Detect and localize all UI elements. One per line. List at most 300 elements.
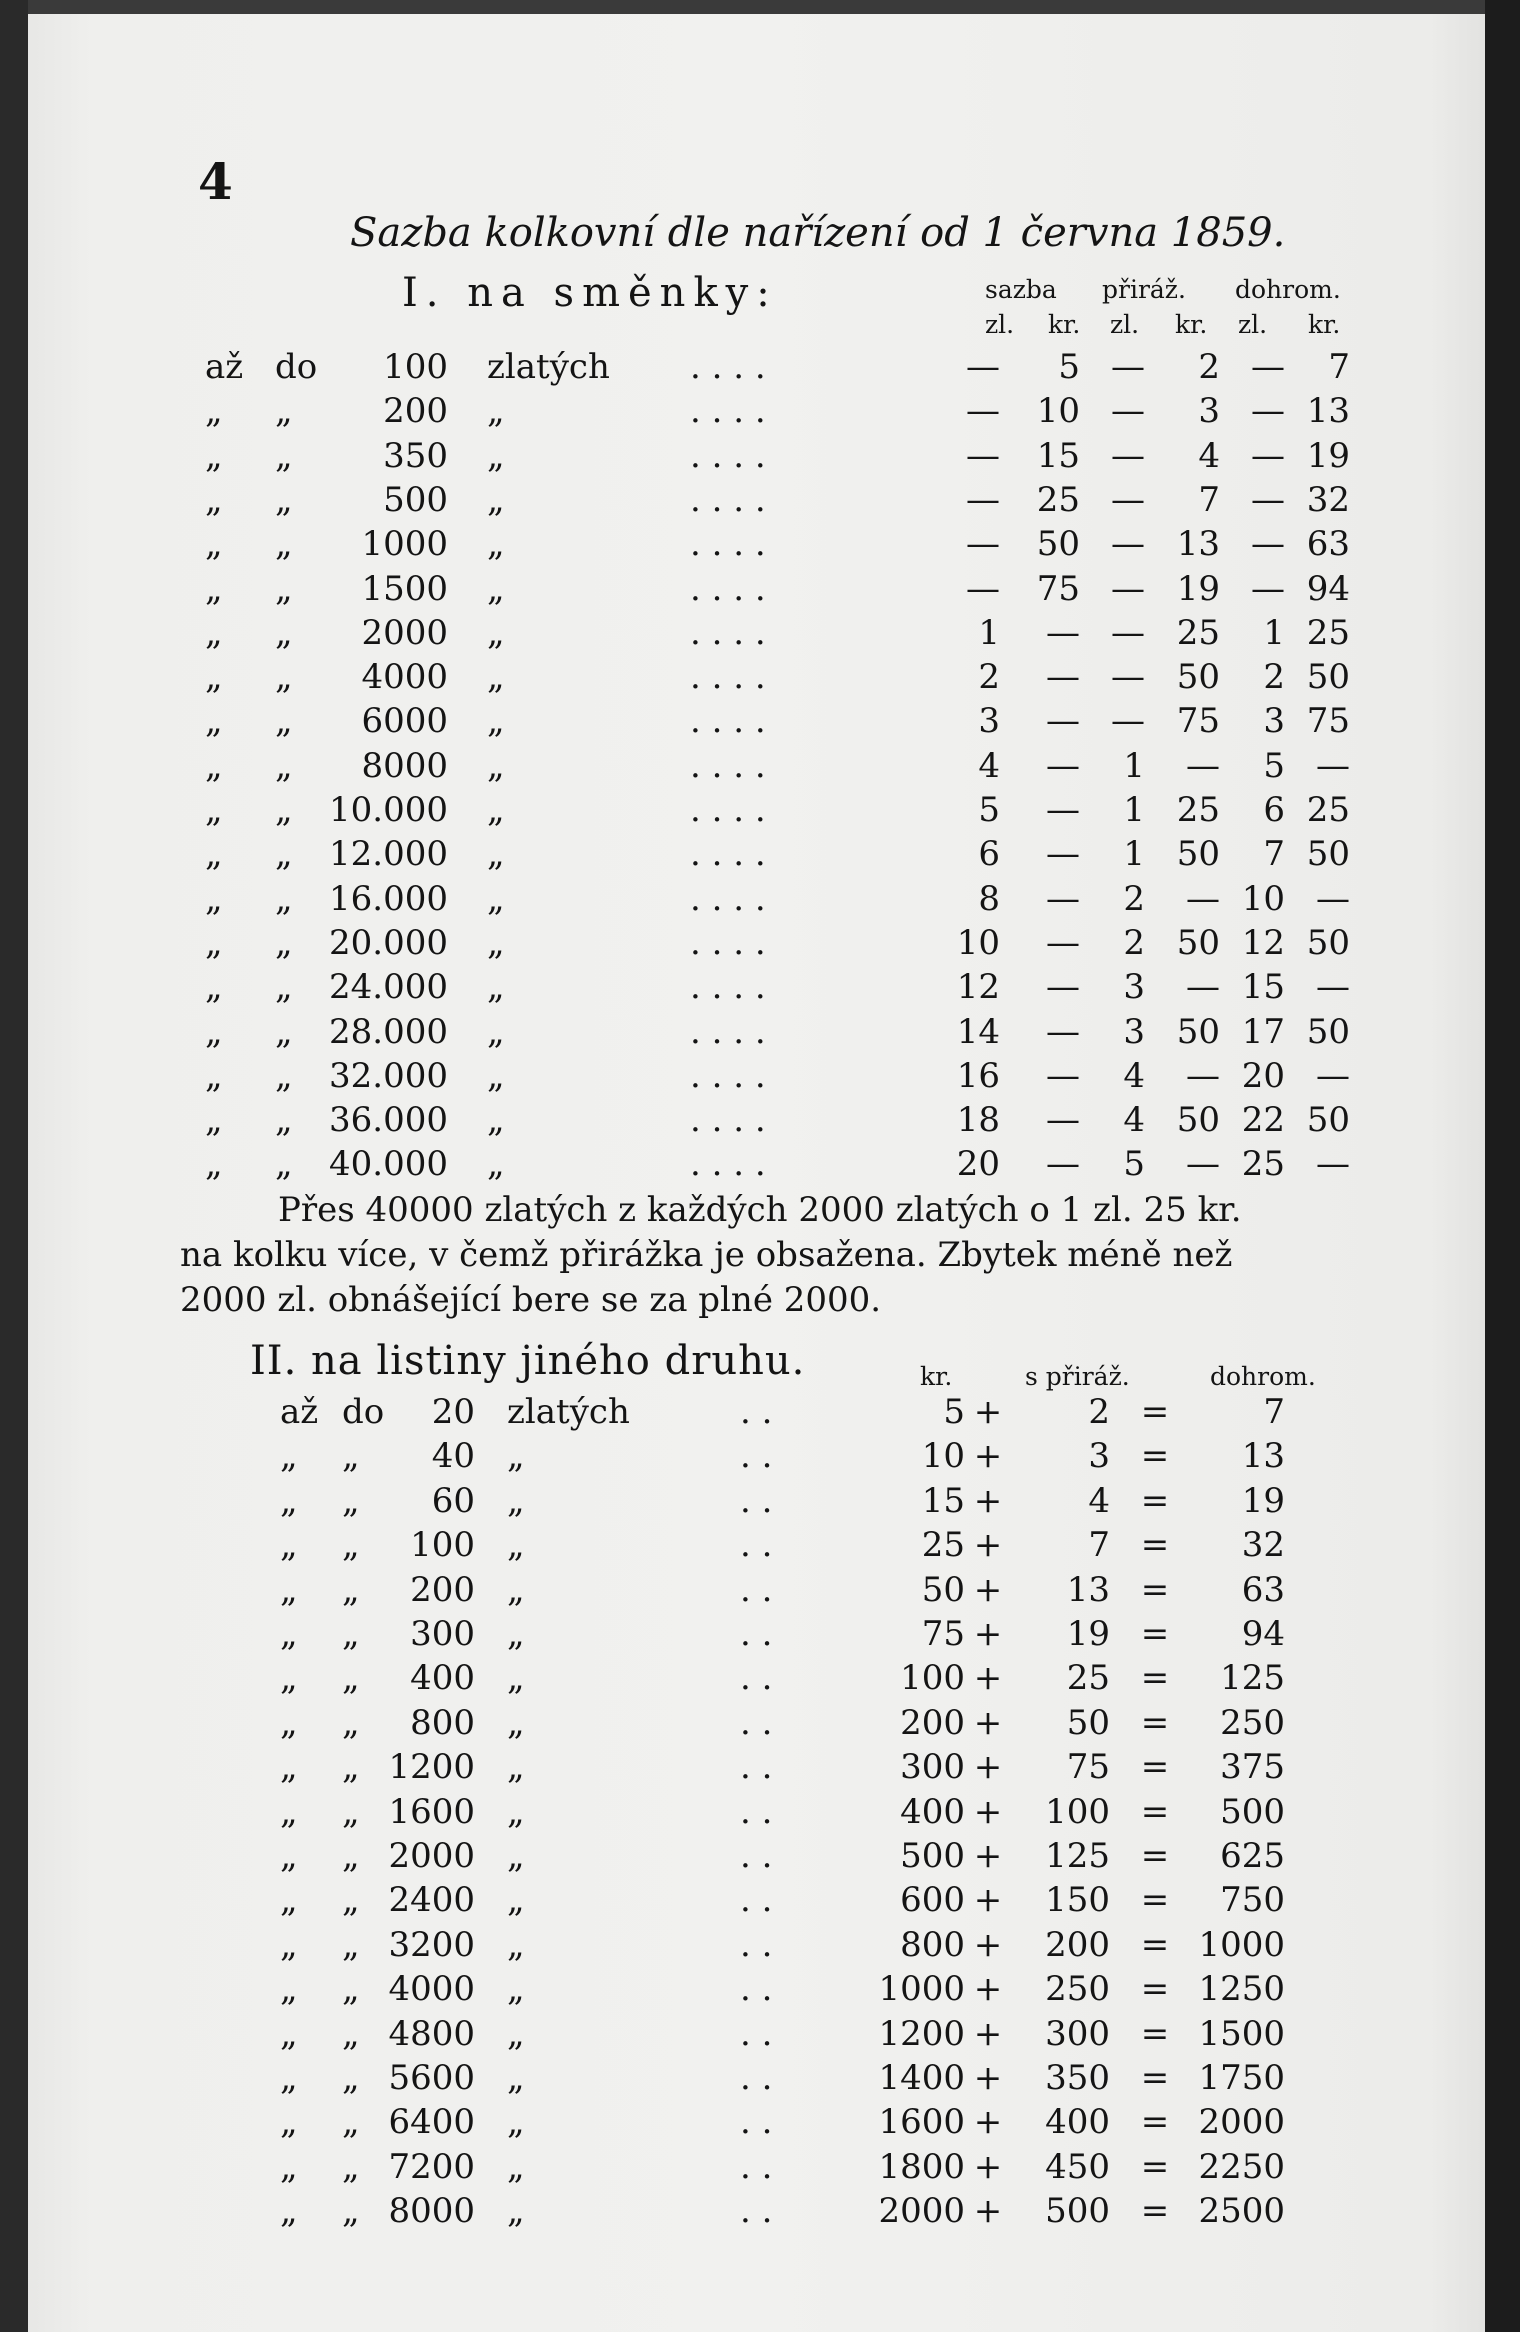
s1-dots: . . . .: [690, 524, 766, 565]
s1-sazba-kr: —: [1046, 1055, 1080, 1096]
s2-plus-sign: +: [973, 1569, 1003, 1610]
s1-quote-mark: „: [205, 612, 223, 653]
s2-dots: . .: [740, 2191, 773, 2232]
s1-dohrom-kr: 63: [1306, 524, 1350, 565]
s2-equals-sign: =: [1140, 2013, 1170, 2054]
s1-table-row: [0, 391, 1520, 435]
s1-dots: . . . .: [690, 568, 766, 609]
s2-amount: 1200: [388, 1747, 475, 1788]
s2-quote-mark: „: [280, 2146, 298, 2187]
s2-quote-mark: „: [280, 1880, 298, 1921]
s2-priraz: 100: [1045, 1791, 1110, 1832]
s2-priraz: 300: [1045, 2013, 1110, 2054]
s1-dohrom-zl: 20: [1241, 1055, 1285, 1096]
s1-sazba-kr: 50: [1036, 524, 1080, 565]
s1-amount: 8000: [361, 745, 448, 786]
s1-quote-mark: „: [275, 701, 293, 742]
s1-priraz-kr: 50: [1176, 1011, 1220, 1052]
s1-dohrom-zl: 15: [1241, 967, 1285, 1008]
s2-dohrom: 19: [1241, 1480, 1285, 1521]
s2-dots: . .: [740, 1525, 773, 1566]
s1-quote-mark: „: [275, 834, 293, 875]
s1-sazba-kr: 75: [1036, 568, 1080, 609]
s1-table-row: [0, 657, 1520, 701]
s1-quote-mark: „: [275, 524, 293, 565]
s1-table-row: [0, 436, 1520, 480]
s1-dohrom-zl: 10: [1241, 878, 1285, 919]
s1-quote-mark: „: [275, 967, 293, 1008]
s2-quote-mark: „: [280, 1969, 298, 2010]
s1-amount: 12.000: [329, 834, 448, 875]
s2-table-row: [0, 1925, 1520, 1969]
s2-dohrom: 2250: [1198, 2146, 1285, 2187]
s1-quote-mark: „: [275, 435, 293, 476]
s1-dots: . . . .: [690, 391, 766, 432]
s1-unit: „: [487, 745, 505, 786]
s2-dots: . .: [740, 1791, 773, 1832]
s1-dots: . . . .: [690, 479, 766, 520]
s1-dots: . . . .: [690, 347, 766, 387]
s1-unit: „: [487, 568, 505, 609]
s2-dots: . .: [740, 2013, 773, 2054]
s2-quote-mark: „: [280, 1525, 298, 1566]
section1-heading: I. na směnky:: [402, 270, 778, 316]
s2-quote-mark: „: [280, 1924, 298, 1965]
s1-dohrom-kr: 50: [1306, 1100, 1350, 1141]
s1-priraz-zl: 1: [1123, 745, 1145, 786]
s1-sazba-kr: —: [1046, 701, 1080, 742]
s2-header-dohrom: dohrom.: [1210, 1362, 1316, 1391]
s2-quote-mark: až: [280, 1392, 319, 1432]
s2-amount: 5600: [388, 2058, 475, 2098]
s1-quote-mark: „: [275, 391, 293, 432]
s2-kr: 2000: [878, 2191, 965, 2232]
s1-table-row: [0, 967, 1520, 1011]
s2-unit: „: [507, 2146, 525, 2187]
s2-amount: 800: [410, 1702, 475, 1743]
s1-priraz-kr: 50: [1176, 922, 1220, 963]
s1-dohrom-kr: —: [1316, 878, 1350, 919]
s1-note-line: na kolku více, v čemž přirážka je obsažena. Zbytek méně než: [180, 1235, 1233, 1275]
s1-dohrom-zl: 12: [1241, 922, 1285, 963]
s1-amount: 6000: [361, 701, 448, 742]
s2-quote-mark: „: [280, 1747, 298, 1788]
s1-priraz-kr: 50: [1176, 834, 1220, 875]
s2-plus-sign: +: [973, 1392, 1003, 1432]
s2-plus-sign: +: [973, 1525, 1003, 1566]
s2-priraz: 450: [1045, 2146, 1110, 2187]
s1-priraz-zl: 4: [1123, 1055, 1145, 1096]
s1-unit: „: [487, 701, 505, 742]
s2-quote-mark: „: [280, 2102, 298, 2143]
s1-priraz-kr: 75: [1176, 701, 1220, 742]
s1-quote-mark: „: [205, 967, 223, 1008]
s1-sazba-kr: 15: [1036, 435, 1080, 476]
s1-amount: 4000: [361, 657, 448, 698]
s2-plus-sign: +: [973, 1702, 1003, 1743]
s2-quote-mark: „: [342, 1836, 360, 1876]
s1-priraz-kr: 50: [1176, 1100, 1220, 1141]
s1-table-row: [0, 746, 1520, 790]
s2-table-row: [0, 2191, 1520, 2235]
s2-equals-sign: =: [1140, 1436, 1170, 1477]
s1-header-kr: kr.: [1175, 310, 1208, 339]
s2-equals-sign: =: [1140, 2058, 1170, 2098]
s2-dohrom: 2500: [1198, 2191, 1285, 2232]
s1-sazba-kr: —: [1046, 790, 1080, 830]
s1-unit: „: [487, 435, 505, 476]
s1-note-line: Přes 40000 zlatých z každých 2000 zlatých o 1 zl. 25 kr.: [278, 1190, 1242, 1230]
s2-header-priraz: s přiráž.: [1025, 1362, 1130, 1391]
s2-dots: . .: [740, 1569, 773, 1610]
s1-quote-mark: „: [205, 1144, 223, 1185]
s1-quote-mark: „: [205, 657, 223, 698]
s1-header-kr: kr.: [1048, 310, 1081, 339]
s1-dohrom-kr: —: [1316, 967, 1350, 1008]
s2-amount: 60: [431, 1480, 475, 1521]
s2-equals-sign: =: [1140, 2102, 1170, 2143]
s2-unit: „: [507, 1924, 525, 1965]
s2-kr: 1200: [878, 2013, 965, 2054]
s1-priraz-kr: 25: [1176, 612, 1220, 653]
s2-unit: „: [507, 2013, 525, 2054]
s1-table-row: [0, 1012, 1520, 1056]
s2-dots: . .: [740, 2058, 773, 2098]
s1-table-row: [0, 569, 1520, 613]
s1-sazba-zl: 12: [956, 967, 1000, 1008]
s2-priraz: 500: [1045, 2191, 1110, 2232]
s1-table-row: [0, 879, 1520, 923]
s1-quote-mark: „: [205, 1011, 223, 1052]
s1-dohrom-zl: —: [1251, 435, 1285, 476]
s2-priraz: 13: [1066, 1569, 1110, 1610]
s2-quote-mark: „: [342, 1924, 360, 1965]
s2-dots: . .: [740, 1924, 773, 1965]
scan-edge-top: [0, 0, 1520, 14]
s2-unit: „: [507, 2058, 525, 2098]
s1-quote-mark: „: [205, 745, 223, 786]
s1-dohrom-zl: 6: [1263, 790, 1285, 830]
s2-dohrom: 7: [1263, 1392, 1285, 1432]
s2-table-row: [0, 1836, 1520, 1880]
s2-plus-sign: +: [973, 2146, 1003, 2187]
s2-equals-sign: =: [1140, 2191, 1170, 2232]
s1-dohrom-kr: —: [1316, 745, 1350, 786]
s2-dohrom: 375: [1220, 1747, 1285, 1788]
s2-dohrom: 32: [1241, 1525, 1285, 1566]
s1-dohrom-kr: —: [1316, 1144, 1350, 1185]
s1-dots: . . . .: [690, 435, 766, 476]
s2-dohrom: 250: [1220, 1702, 1285, 1743]
s2-dohrom: 63: [1241, 1569, 1285, 1610]
s1-unit: „: [487, 922, 505, 963]
s1-dots: . . . .: [690, 967, 766, 1008]
s1-amount: 1000: [361, 524, 448, 565]
s2-dots: . .: [740, 1702, 773, 1743]
s1-quote-mark: „: [205, 834, 223, 875]
s1-dots: . . . .: [690, 834, 766, 875]
s1-amount: 40.000: [329, 1144, 448, 1185]
s1-quote-mark: do: [275, 347, 318, 387]
s2-table-row: [0, 1747, 1520, 1791]
s1-sazba-zl: 3: [978, 701, 1000, 742]
s1-priraz-kr: 2: [1198, 347, 1220, 387]
s1-amount: 1500: [361, 568, 448, 609]
s2-table-row: [0, 2102, 1520, 2146]
s1-priraz-zl: —: [1111, 657, 1145, 698]
s1-dots: . . . .: [690, 790, 766, 830]
s2-table-row: [0, 1570, 1520, 1614]
s1-quote-mark: „: [205, 701, 223, 742]
s1-sazba-zl: 4: [978, 745, 1000, 786]
s1-dots: . . . .: [690, 701, 766, 742]
s2-amount: 300: [410, 1614, 475, 1654]
s1-table-row: [0, 1056, 1520, 1100]
s2-unit: „: [507, 1480, 525, 1521]
s1-dohrom-zl: 2: [1263, 657, 1285, 698]
s2-dots: . .: [740, 1658, 773, 1699]
s1-priraz-zl: 3: [1123, 1011, 1145, 1052]
s1-sazba-zl: —: [966, 524, 1000, 565]
s1-priraz-zl: —: [1111, 435, 1145, 476]
s1-quote-mark: „: [205, 435, 223, 476]
s2-priraz: 350: [1045, 2058, 1110, 2098]
s1-dohrom-kr: 19: [1306, 435, 1350, 476]
s2-priraz: 75: [1066, 1747, 1110, 1788]
s2-quote-mark: „: [342, 2191, 360, 2232]
s2-dots: . .: [740, 1880, 773, 1921]
s2-kr: 75: [921, 1614, 965, 1654]
s2-table-row: [0, 1792, 1520, 1836]
s2-kr: 10: [921, 1436, 965, 1477]
s1-dots: . . . .: [690, 878, 766, 919]
s1-quote-mark: až: [205, 347, 244, 387]
s1-sazba-kr: —: [1046, 657, 1080, 698]
s2-kr: 500: [900, 1836, 965, 1876]
s1-priraz-zl: 2: [1123, 922, 1145, 963]
s2-equals-sign: =: [1140, 1392, 1170, 1432]
s2-kr: 200: [900, 1702, 965, 1743]
s2-amount: 20: [431, 1392, 475, 1432]
s1-dots: . . . .: [690, 612, 766, 653]
s1-unit: „: [487, 878, 505, 919]
s1-sazba-zl: 2: [978, 657, 1000, 698]
s2-equals-sign: =: [1140, 1836, 1170, 1876]
s1-dots: . . . .: [690, 1055, 766, 1096]
s1-priraz-kr: 13: [1176, 524, 1220, 565]
s2-unit: „: [507, 1702, 525, 1743]
s1-unit: „: [487, 1100, 505, 1141]
s2-kr: 600: [900, 1880, 965, 1921]
s2-quote-mark: „: [342, 2102, 360, 2143]
s1-amount: 350: [383, 435, 448, 476]
s1-priraz-kr: —: [1186, 745, 1220, 786]
s2-priraz: 2: [1088, 1392, 1110, 1432]
s2-quote-mark: „: [280, 1658, 298, 1699]
s2-dohrom: 750: [1220, 1880, 1285, 1921]
s1-sazba-kr: 5: [1058, 347, 1080, 387]
s2-table-row: [0, 1392, 1520, 1436]
s2-quote-mark: „: [280, 2013, 298, 2054]
s1-dohrom-kr: 25: [1306, 790, 1350, 830]
s1-quote-mark: „: [275, 878, 293, 919]
s2-plus-sign: +: [973, 1614, 1003, 1654]
s1-sazba-kr: —: [1046, 1011, 1080, 1052]
s1-dohrom-zl: 7: [1263, 834, 1285, 875]
s1-unit: „: [487, 1011, 505, 1052]
s1-priraz-zl: 1: [1123, 790, 1145, 830]
s1-unit: „: [487, 967, 505, 1008]
s1-priraz-zl: 3: [1123, 967, 1145, 1008]
s1-quote-mark: „: [275, 1100, 293, 1141]
s1-quote-mark: „: [205, 1100, 223, 1141]
s1-table-row: [0, 347, 1520, 391]
s2-quote-mark: „: [280, 1791, 298, 1832]
s1-quote-mark: „: [275, 657, 293, 698]
s2-dots: . .: [740, 1747, 773, 1788]
s1-amount: 10.000: [329, 790, 448, 830]
s2-quote-mark: „: [342, 1747, 360, 1788]
s1-unit: „: [487, 834, 505, 875]
s1-sazba-kr: —: [1046, 1144, 1080, 1185]
s1-amount: 32.000: [329, 1055, 448, 1096]
s2-table-row: [0, 2014, 1520, 2058]
s2-quote-mark: „: [342, 1969, 360, 2010]
s2-plus-sign: +: [973, 1836, 1003, 1876]
s1-priraz-kr: 50: [1176, 657, 1220, 698]
s2-unit: „: [507, 2102, 525, 2143]
s1-priraz-zl: —: [1111, 347, 1145, 387]
s2-dots: . .: [740, 1392, 773, 1432]
s2-dohrom: 1000: [1198, 1924, 1285, 1965]
s2-amount: 7200: [388, 2146, 475, 2187]
s2-kr: 800: [900, 1924, 965, 1965]
s2-equals-sign: =: [1140, 1614, 1170, 1654]
s2-amount: 6400: [388, 2102, 475, 2143]
s2-plus-sign: +: [973, 1480, 1003, 1521]
s1-table-row: [0, 1144, 1520, 1188]
s1-priraz-kr: 4: [1198, 435, 1220, 476]
s2-unit: „: [507, 1880, 525, 1921]
s2-quote-mark: do: [342, 1392, 385, 1432]
s1-sazba-kr: 10: [1036, 391, 1080, 432]
s2-equals-sign: =: [1140, 1702, 1170, 1743]
s1-table-row: [0, 790, 1520, 834]
s2-unit: „: [507, 1658, 525, 1699]
s2-table-row: [0, 1481, 1520, 1525]
s2-quote-mark: „: [280, 1702, 298, 1743]
s2-kr: 50: [921, 1569, 965, 1610]
s1-sazba-zl: —: [966, 347, 1000, 387]
s2-quote-mark: „: [280, 1569, 298, 1610]
s2-quote-mark: „: [280, 1480, 298, 1521]
s1-sazba-kr: —: [1046, 834, 1080, 875]
s2-quote-mark: „: [280, 2191, 298, 2232]
s2-plus-sign: +: [973, 2191, 1003, 2232]
s1-sazba-zl: 1: [978, 612, 1000, 653]
s2-unit: „: [507, 1791, 525, 1832]
s1-sazba-kr: —: [1046, 922, 1080, 963]
s1-quote-mark: „: [205, 878, 223, 919]
s1-dots: . . . .: [690, 922, 766, 963]
s1-dots: . . . .: [690, 1011, 766, 1052]
s1-sazba-kr: 25: [1036, 479, 1080, 520]
s1-dohrom-kr: 25: [1306, 612, 1350, 653]
s1-table-row: [0, 834, 1520, 878]
s1-dohrom-zl: 5: [1263, 745, 1285, 786]
s1-priraz-zl: —: [1111, 568, 1145, 609]
s1-sazba-zl: 16: [956, 1055, 1000, 1096]
page-number: 4: [198, 152, 233, 211]
s2-quote-mark: „: [280, 2058, 298, 2098]
s2-equals-sign: =: [1140, 1525, 1170, 1566]
s1-sazba-zl: —: [966, 479, 1000, 520]
s2-table-row: [0, 2147, 1520, 2191]
s2-plus-sign: +: [973, 1969, 1003, 2010]
s1-priraz-kr: —: [1186, 1144, 1220, 1185]
s2-equals-sign: =: [1140, 2146, 1170, 2187]
s2-priraz: 25: [1066, 1658, 1110, 1699]
s1-sazba-kr: —: [1046, 967, 1080, 1008]
s2-kr: 1800: [878, 2146, 965, 2187]
s2-unit: „: [507, 1836, 525, 1876]
s2-kr: 1400: [878, 2058, 965, 2098]
s2-quote-mark: „: [342, 1880, 360, 1921]
s2-equals-sign: =: [1140, 1658, 1170, 1699]
s1-sazba-zl: 14: [956, 1011, 1000, 1052]
s2-table-row: [0, 1969, 1520, 2013]
s1-dots: . . . .: [690, 1144, 766, 1185]
s1-priraz-zl: 2: [1123, 878, 1145, 919]
s1-quote-mark: „: [275, 922, 293, 963]
s2-header-kr: kr.: [920, 1362, 953, 1391]
s1-quote-mark: „: [205, 790, 223, 830]
s1-header-kr: kr.: [1308, 310, 1341, 339]
s2-dohrom: 1250: [1198, 1969, 1285, 2010]
s1-dohrom-kr: 50: [1306, 834, 1350, 875]
s1-priraz-kr: 7: [1198, 479, 1220, 520]
s1-dohrom-kr: 75: [1306, 701, 1350, 742]
s2-plus-sign: +: [973, 2102, 1003, 2143]
s1-sazba-kr: —: [1046, 612, 1080, 653]
s2-priraz: 7: [1088, 1525, 1110, 1566]
s2-kr: 25: [921, 1525, 965, 1566]
s1-sazba-zl: 10: [956, 922, 1000, 963]
s2-equals-sign: =: [1140, 1747, 1170, 1788]
s1-dohrom-zl: —: [1251, 347, 1285, 387]
s1-priraz-kr: —: [1186, 878, 1220, 919]
s2-quote-mark: „: [342, 1658, 360, 1699]
s2-unit: zlatých: [507, 1392, 630, 1432]
s2-dohrom: 500: [1220, 1791, 1285, 1832]
s2-priraz: 3: [1088, 1436, 1110, 1477]
s1-amount: 500: [383, 479, 448, 520]
s2-kr: 1600: [878, 2102, 965, 2143]
s1-sazba-zl: 5: [978, 790, 1000, 830]
s1-sazba-kr: —: [1046, 1100, 1080, 1141]
s2-priraz: 50: [1066, 1702, 1110, 1743]
s1-quote-mark: „: [205, 524, 223, 565]
s1-priraz-zl: 1: [1123, 834, 1145, 875]
s2-amount: 200: [410, 1569, 475, 1610]
s2-unit: „: [507, 1525, 525, 1566]
s1-dohrom-zl: —: [1251, 568, 1285, 609]
s1-table-row: [0, 1100, 1520, 1144]
s1-priraz-kr: —: [1186, 967, 1220, 1008]
s1-quote-mark: „: [275, 745, 293, 786]
s2-plus-sign: +: [973, 1747, 1003, 1788]
s2-plus-sign: +: [973, 2013, 1003, 2054]
